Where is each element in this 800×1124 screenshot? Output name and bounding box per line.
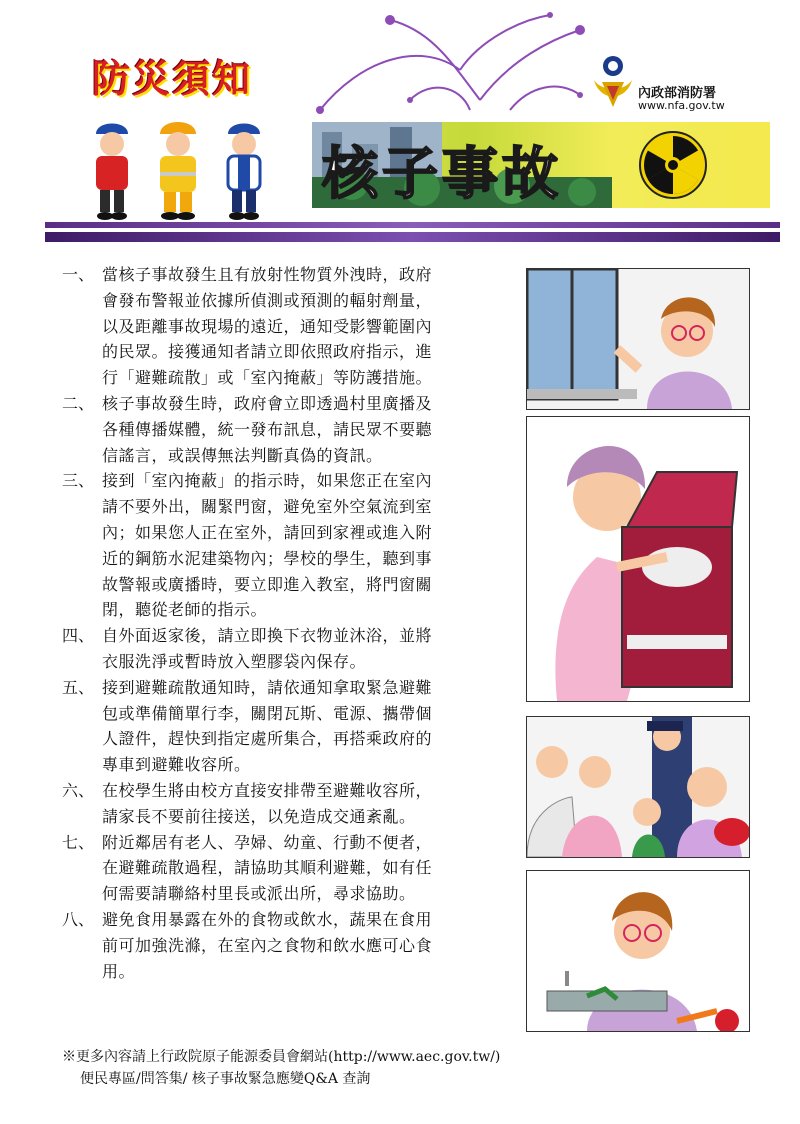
footer-line-2: 便民專區/問答集/ 核子事故緊急應變Q&A 查詢 [80, 1071, 371, 1087]
main-title: 核子事故 [322, 141, 562, 207]
item-text [102, 907, 522, 984]
evacuation-drawing [527, 717, 749, 857]
text-line: 用。 [102, 961, 136, 981]
text-line: 當核子事故發生且有放射性物質外洩時，政府 [102, 265, 433, 284]
illustration-evacuation [526, 716, 750, 858]
text-line: 在避難疏散過程，請協助其順利避難，如有任 [102, 858, 433, 878]
illustration-closing-window [526, 268, 750, 410]
text-line: 請不要外出，關緊門窗，避免室外空氣流到室 [102, 497, 433, 517]
item-number: 八、 [62, 909, 95, 929]
item-number: 四、 [62, 626, 95, 646]
item-number: 三、 [62, 471, 95, 491]
list-item [62, 262, 522, 391]
text-line: 近的鋼筋水泥建築物內；學校的學生，聽到事 [102, 548, 433, 568]
item-number: 七、 [62, 832, 95, 852]
header-rule-thin [45, 222, 780, 228]
text-line: 包或準備簡單行李，關閉瓦斯、電源、攜帶個 [102, 703, 433, 723]
agency-emblem-icon [590, 52, 636, 112]
list-item [62, 468, 522, 623]
illustration-laundry [526, 416, 750, 702]
text-line: 會發布警報並依據所偵測或預測的輻射劑量， [102, 290, 433, 310]
agency-block [590, 52, 770, 112]
text-line: 接到避難疏散通知時，請依通知拿取緊急避難 [102, 677, 433, 697]
text-line: 行「避難疏散」或「室內掩蔽」等防護措施。 [102, 368, 433, 388]
item-text [102, 468, 522, 623]
item-text [102, 262, 522, 391]
text-line: 內；如果您人正在室外，請回到家裡或進入附 [102, 522, 433, 542]
text-line: 各種傳播媒體，統一發布訊息，請民眾不要聽 [102, 419, 433, 439]
series-title: 防災須知 [92, 57, 253, 101]
list-item [62, 623, 522, 675]
text-line: 何需要請聯絡村里長或派出所，尋求協助。 [102, 884, 416, 904]
item-text [102, 778, 522, 830]
radiation-icon [638, 130, 708, 200]
text-line: 核子事故發生時，政府會立即透過村里廣播及 [102, 393, 433, 413]
closing-window-drawing [527, 269, 749, 409]
item-text [102, 391, 522, 468]
text-line: 請家長不要前往接送，以免造成交通紊亂。 [102, 806, 416, 826]
item-text [102, 623, 522, 675]
text-line: 衣服洗淨或暫時放入塑膠袋內保存。 [102, 651, 367, 671]
text-line: 在校學生將由校方直接安排帶至避難收容所， [102, 780, 433, 800]
item-number: 二、 [62, 393, 95, 413]
agency-url: www.nfa.gov.tw [638, 99, 725, 112]
item-number: 六、 [62, 780, 95, 800]
list-item [62, 778, 522, 830]
text-line: 的民眾。接獲通知者請立即依照政府指示，進 [102, 342, 433, 362]
text-line: 信謠言，或誤傳無法判斷真偽的資訊。 [102, 445, 383, 465]
text-line: 閉，聽從老師的指示。 [102, 600, 268, 620]
text-line: 避免食用暴露在外的食物或飲水，蔬果在食用 [102, 909, 433, 929]
text-line: 故警報或廣播時，要立即進入教室，將門窗關 [102, 574, 433, 594]
item-number: 五、 [62, 677, 95, 697]
text-line: 專車到避難收容所。 [102, 755, 251, 775]
text-line: 自外面返家後，請立即換下衣物並沐浴，並將 [102, 626, 433, 646]
decorative-swirls [280, 0, 640, 130]
item-number: 一、 [62, 265, 95, 284]
text-line: 接到「室內掩蔽」的指示時，如果您正在室內 [102, 471, 433, 491]
list-item [62, 907, 522, 984]
text-line: 附近鄰居有老人、孕婦、幼童、行動不便者， [102, 832, 433, 852]
safety-instructions-list [62, 262, 522, 984]
illustration-washing-food [526, 870, 750, 1032]
text-line: 前可加強洗滌，在室內之食物和飲水應可心食 [102, 935, 433, 955]
footer-note [62, 1046, 500, 1090]
list-item [62, 391, 522, 468]
list-item [62, 830, 522, 907]
mascot-figures-illustration [88, 112, 288, 222]
footer-line-1: ※更多內容請上行政院原子能源委員會網站(http://www.aec.gov.tw/) [62, 1049, 501, 1065]
item-text [102, 830, 522, 907]
laundry-drawing [527, 417, 749, 701]
agency-name: 內政部消防署 [638, 86, 717, 101]
text-line: 以及距離事故現場的遠近，通知受影響範圍內 [102, 316, 433, 336]
item-text [102, 675, 522, 778]
text-line: 人證件，趕快到指定處所集合，再搭乘政府的 [102, 729, 433, 749]
header-rule-thick [45, 232, 780, 242]
list-item [62, 675, 522, 778]
washing-food-drawing [527, 871, 749, 1031]
